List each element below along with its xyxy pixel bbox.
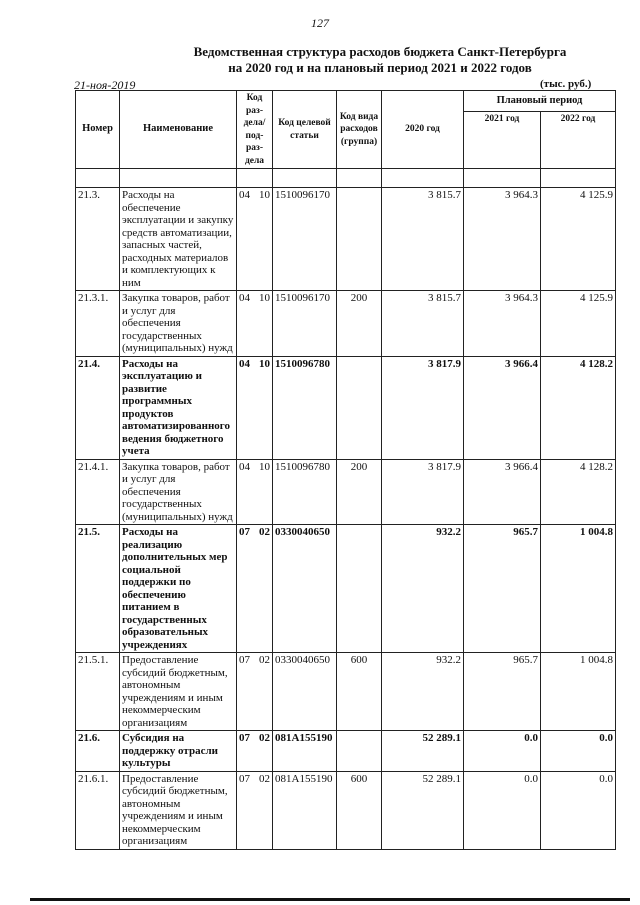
row-target: 0330040650 — [273, 525, 337, 653]
row-razdel — [237, 771, 273, 849]
header-target: Код целевой статьи — [273, 91, 337, 169]
header-planned-period: Плановый период — [464, 91, 616, 112]
row-vid: 600 — [337, 771, 382, 849]
row-podrazdel-code: 10 — [259, 460, 270, 473]
row-2020: 932.2 — [382, 525, 464, 653]
header-2020: 2020 год — [382, 91, 464, 169]
row-name: Закупка товаров, работ и услуг для обеспечения государственных (муниципальных) нужд — [120, 459, 237, 525]
row-razdel — [237, 356, 273, 459]
row-2021: 0.0 — [464, 731, 541, 772]
row-number: 21.6. — [76, 731, 120, 772]
row-number: 21.4.1. — [76, 459, 120, 525]
header-number: Номер — [76, 91, 120, 169]
row-number: 21.4. — [76, 356, 120, 459]
table-row — [76, 731, 616, 772]
row-vid — [337, 525, 382, 653]
row-target: 0330040650 — [273, 653, 337, 731]
row-2020: 3 815.7 — [382, 291, 464, 357]
row-number: 21.3. — [76, 188, 120, 291]
row-podrazdel-code: 02 — [259, 526, 270, 538]
row-2021: 3 964.3 — [464, 188, 541, 291]
row-razdel-code: 07 — [239, 654, 250, 666]
row-2021: 3 964.3 — [464, 291, 541, 357]
row-name: Закупка товаров, работ и услуг для обеспечения государственных (муниципальных) нужд — [120, 291, 237, 357]
row-2022: 1 004.8 — [541, 653, 616, 731]
row-name: Расходы на реализацию дополнительных мер социальной поддержки по обеспечению питанием в государственных образовательных учреждениях — [120, 525, 237, 653]
row-razdel-code: 07 — [239, 732, 250, 744]
row-2021: 0.0 — [464, 771, 541, 849]
row-2020: 932.2 — [382, 653, 464, 731]
title-line-1: Ведомственная структура расходов бюджета Санкт-Петербурга — [193, 44, 567, 59]
row-2022: 0.0 — [541, 731, 616, 772]
title-line-2: на 2020 год и на плановый период 2021 и 2022 годов — [228, 60, 532, 75]
row-2022: 0.0 — [541, 771, 616, 849]
row-vid — [337, 731, 382, 772]
row-razdel — [237, 188, 273, 291]
row-vid: 200 — [337, 291, 382, 357]
table-row — [76, 188, 616, 291]
row-2020: 3 815.7 — [382, 188, 464, 291]
row-razdel — [237, 291, 273, 357]
row-podrazdel-code: 02 — [259, 772, 270, 785]
header-2022: 2022 год — [541, 112, 616, 169]
row-vid: 600 — [337, 653, 382, 731]
table-row — [76, 771, 616, 849]
row-razdel — [237, 731, 273, 772]
row-2022: 4 125.9 — [541, 188, 616, 291]
row-2020: 52 289.1 — [382, 771, 464, 849]
bottom-rule — [30, 898, 630, 901]
header-name: Наименование — [120, 91, 237, 169]
row-target: 1510096780 — [273, 459, 337, 525]
row-podrazdel-code: 02 — [259, 654, 270, 666]
row-2020: 52 289.1 — [382, 731, 464, 772]
table-row — [76, 653, 616, 731]
row-podrazdel-code: 10 — [259, 292, 270, 304]
document-title — [120, 44, 640, 76]
row-razdel-code: 04 — [239, 357, 250, 370]
page-number: 127 — [311, 16, 329, 30]
row-2021: 3 966.4 — [464, 356, 541, 459]
row-2022: 4 128.2 — [541, 356, 616, 459]
row-2020: 3 817.9 — [382, 356, 464, 459]
row-2022: 4 125.9 — [541, 291, 616, 357]
units-label: (тыс. руб.) — [540, 78, 592, 90]
document-date: 21-ноя-2019 — [74, 78, 136, 92]
table-body — [76, 188, 616, 850]
header-vid: Код вида расходов (группа) — [337, 91, 382, 169]
row-name: Предоставление субсидий бюджетным, автономным учреждениям и иным некоммерческим организациям — [120, 771, 237, 849]
row-razdel — [237, 525, 273, 653]
row-vid — [337, 188, 382, 291]
row-2021: 965.7 — [464, 653, 541, 731]
row-podrazdel-code: 02 — [259, 732, 270, 744]
table-row — [76, 525, 616, 653]
row-name: Расходы на обеспечение эксплуатации и закупку средств автоматизации, запасных частей, расходных материалов и комплектующих к ним — [120, 188, 237, 291]
row-target: 081A155190 — [273, 731, 337, 772]
row-target: 1510096170 — [273, 291, 337, 357]
row-razdel — [237, 653, 273, 731]
table-row — [76, 291, 616, 357]
row-razdel-code: 04 — [239, 189, 250, 201]
budget-table — [75, 90, 616, 850]
row-number: 21.5.1. — [76, 653, 120, 731]
row-number: 21.3.1. — [76, 291, 120, 357]
header-2021: 2021 год — [464, 112, 541, 169]
row-name: Предоставление субсидий бюджетным, автономным учреждениям и иным некоммерческим организациям — [120, 653, 237, 731]
row-podrazdel-code: 10 — [259, 189, 270, 201]
row-vid — [337, 356, 382, 459]
row-razdel-code: 04 — [239, 292, 250, 304]
row-vid: 200 — [337, 459, 382, 525]
table-row — [76, 459, 616, 525]
row-name: Субсидия на поддержку отрасли культуры — [120, 731, 237, 772]
row-number: 21.6.1. — [76, 771, 120, 849]
row-target: 1510096780 — [273, 356, 337, 459]
row-name: Расходы на эксплуатацию и развитие программных продуктов автоматизированного ведения бюджетного учета — [120, 356, 237, 459]
row-2022: 4 128.2 — [541, 459, 616, 525]
row-2020: 3 817.9 — [382, 459, 464, 525]
header-razdel: Код раз-дела/ под-раз-дела — [237, 91, 273, 169]
row-target: 1510096170 — [273, 188, 337, 291]
row-podrazdel-code: 10 — [259, 357, 270, 370]
table-row — [76, 356, 616, 459]
row-razdel — [237, 459, 273, 525]
row-number: 21.5. — [76, 525, 120, 653]
row-razdel-code: 07 — [239, 772, 250, 785]
row-2021: 3 966.4 — [464, 459, 541, 525]
row-razdel-code: 04 — [239, 460, 250, 473]
row-razdel-code: 07 — [239, 526, 250, 538]
row-2021: 965.7 — [464, 525, 541, 653]
row-target: 081A155190 — [273, 771, 337, 849]
row-2022: 1 004.8 — [541, 525, 616, 653]
